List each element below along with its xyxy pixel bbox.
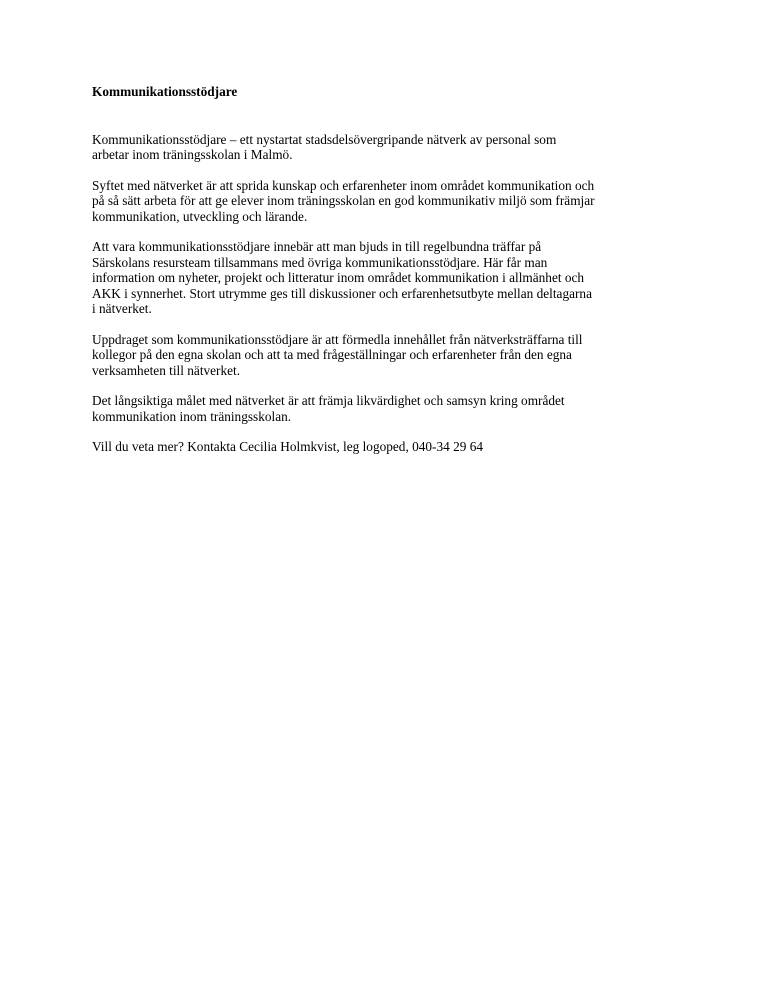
paragraph-intro — [92, 132, 692, 163]
paragraph-line: Syftet med nätverket är att sprida kunskap och erfarenheter inom området kommunikation och — [92, 177, 595, 193]
document-title: Kommunikationsstödjare — [92, 84, 238, 99]
paragraph-line: AKK i synnerhet. Stort utrymme ges till diskussioner och erfarenhetsutbyte mellan deltagarna — [92, 285, 592, 301]
paragraph-line: på så sätt arbeta för att ge elever inom träningsskolan en god kommunikativ miljö som främjar — [92, 193, 595, 208]
paragraph-line: Det långsiktiga målet med nätverket är att främja likvärdighet och samsyn kring området — [92, 393, 565, 408]
paragraph-line: kommunikation, utveckling och lärande. — [92, 208, 308, 224]
paragraph-line: Att vara kommunikationsstödjare innebär att man bjuds in till regelbundna träffar på — [92, 239, 542, 254]
paragraph-line: information om nyheter, projekt och litteratur inom området kommunikation i allmänhet och — [92, 270, 585, 285]
paragraph-line: kollegor på den egna skolan och att ta med frågeställningar och erfarenheter från den egna — [92, 347, 572, 362]
paragraph-line: Uppdraget som kommunikationsstödjare är att förmedla innehållet från nätverksträffarna till — [92, 331, 583, 347]
document-body — [92, 84, 692, 455]
paragraph-line: Särskolans resursteam tillsammans med övriga kommunikationsstödjare. Här får man — [92, 254, 548, 270]
paragraph-goal — [92, 393, 692, 424]
paragraph-line: Kommunikationsstödjare – ett nystartat stadsdelsövergripande nätverk av personal som — [92, 131, 557, 147]
paragraph-contact — [92, 439, 692, 455]
paragraph-purpose — [92, 178, 692, 225]
paragraph-line: i nätverket. — [92, 301, 152, 316]
paragraph-line: arbetar inom träningsskolan i Malmö. — [92, 147, 293, 162]
paragraph-line: verksamheten till nätverket. — [92, 362, 241, 378]
paragraph-role — [92, 239, 692, 317]
paragraph-line: kommunikation inom träningsskolan. — [92, 408, 292, 424]
paragraph-assignment — [92, 332, 692, 379]
paragraph-line: Vill du veta mer? Kontakta Cecilia Holmkvist, leg logoped, 040-34 29 64 — [92, 439, 484, 454]
